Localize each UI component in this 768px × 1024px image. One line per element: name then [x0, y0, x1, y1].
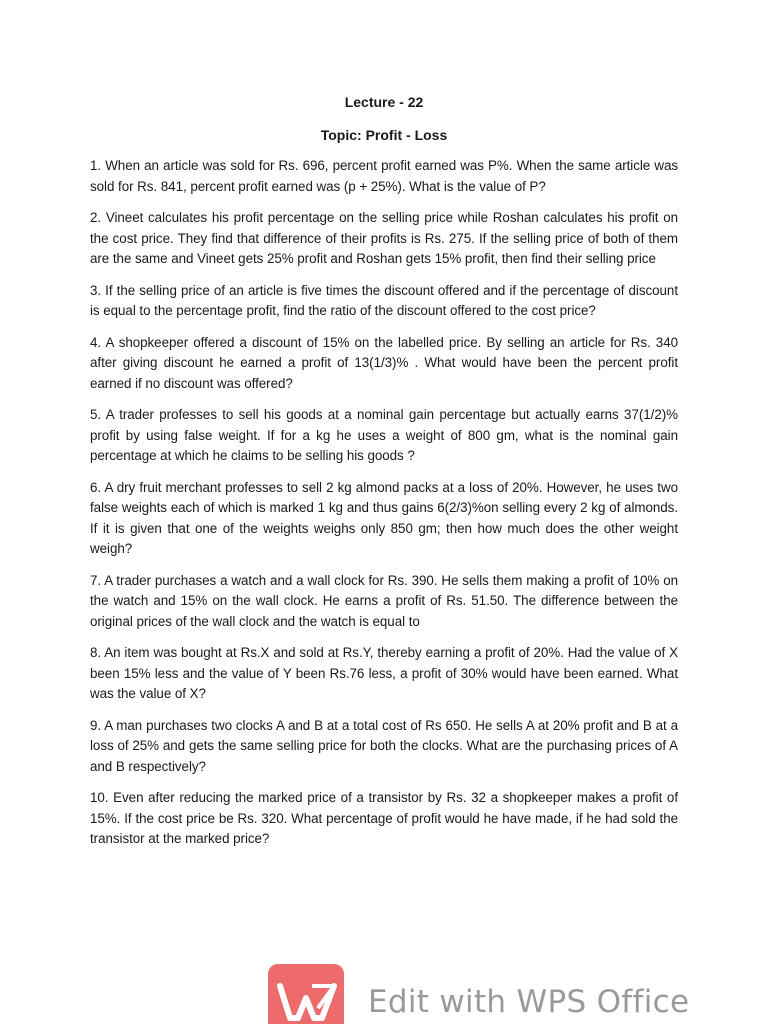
question-2: 2. Vineet calculates his profit percentage on the selling price while Roshan calculates his profit on the cost price. They find that difference of their profits is Rs. 275. If the selling price of both of them are the same and Vineet gets 25% profit and Roshan gets 15% profit, then find their selling price: [90, 210, 678, 266]
question-10: 10. Even after reducing the marked price of a transistor by Rs. 32 a shopkeeper makes a profit of 15%. If the cost price be Rs. 320. What percentage of profit would he have made, if he had sold the transistor at the marked price?: [90, 790, 678, 846]
topic-title: Topic: Profit - Loss: [320, 127, 448, 143]
question-7: 7. A trader purchases a watch and a wall clock for Rs. 390. He sells them making a profit of 10% on the watch and 15% on the wall clock. He earns a profit of Rs. 51.50. The difference between the original prices of the wall clock and the watch is equal to: [90, 572, 678, 629]
lecture-number: Lecture - 22: [344, 94, 424, 110]
question-5: 5. A trader professes to sell his goods at a nominal gain percentage but actually earns 37(1/2)% profit by using false weight. If for a kg he uses a weight of 800 gm, what is the nominal gain percentage at which he claims to be selling his goods ?: [90, 407, 678, 463]
question-9: 9. A man purchases two clocks A and B at a total cost of Rs 650. He sells A at 20% profit and B at a loss of 25% and gets the same selling price for both the clocks. What are the purchasing prices of A and B respectively?: [90, 717, 678, 774]
question-8: 8. An item was bought at Rs.X and sold at Rs.Y, thereby earning a profit of 20%. Had the value of X been 15% less and the value of Y been Rs.76 less, a profit of 30% would have been earned. What was the value of X?: [90, 645, 678, 701]
question-6: 6. A dry fruit merchant professes to sell 2 kg almond packs at a loss of 20%. However, he uses two false weights each of which is marked 1 kg and thus gains 6(2/3)%on selling every 2 kg of almonds. If it is given that one of the weights weighs only 850 gm; then how much does the other weight weigh?: [90, 479, 678, 556]
question-3: 3. If the selling price of an article is five times the discount offered and if the percentage of discount is equal to the percentage profit, find the ratio of the discount offered to the cost price?: [90, 282, 678, 318]
wps-watermark[interactable]: [268, 964, 748, 1024]
wps-logo-icon: [268, 964, 344, 1024]
question-list: [90, 156, 678, 861]
question-1: 1. When an article was sold for Rs. 696, percent profit earned was P%. When the same article was sold for Rs. 841, percent profit earned was (p + 25%). What is the value of P?: [90, 158, 678, 194]
wps-watermark-text: Edit with WPS Office: [368, 984, 690, 1020]
question-4: 4. A shopkeeper offered a discount of 15% on the labelled price. By selling an article for Rs. 340 after giving discount he earned a profit of 13(1/3)% . What would have been the percent profit earned if no discount was offered?: [90, 334, 678, 391]
